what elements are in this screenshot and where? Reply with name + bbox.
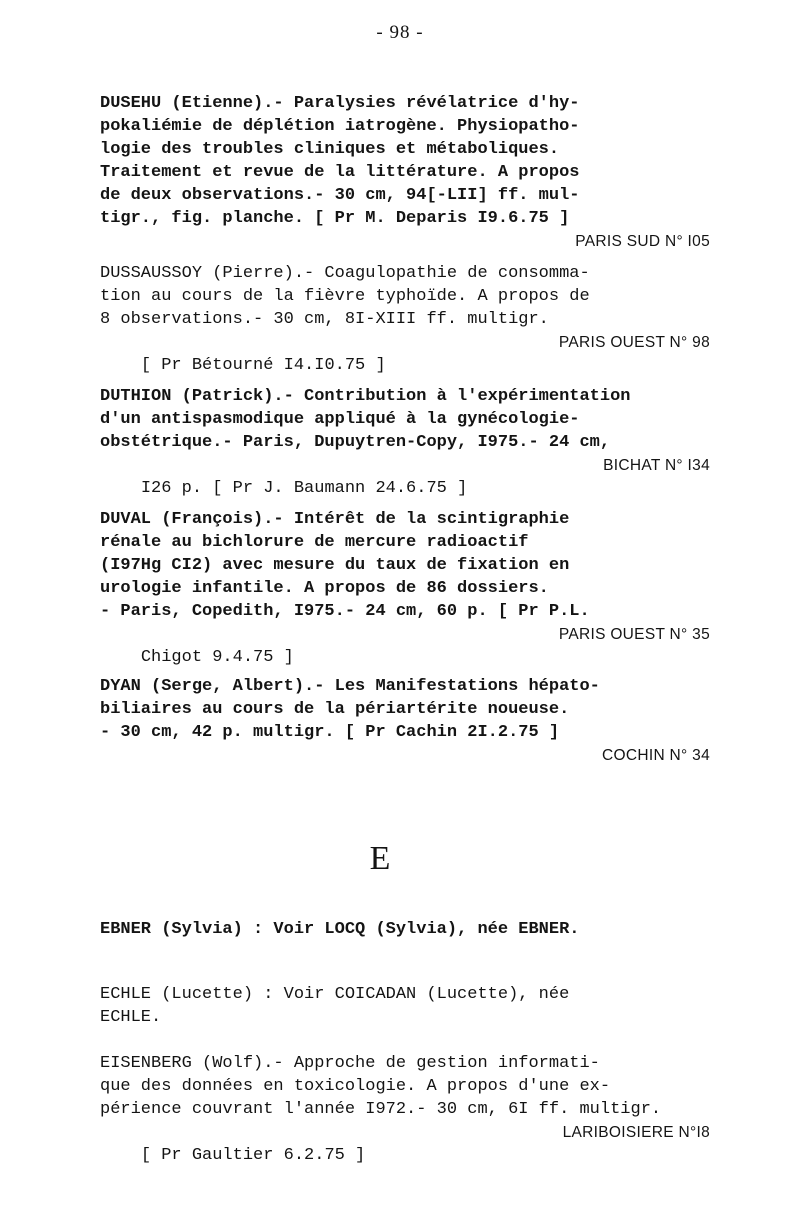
entry-reference: [ Pr Bétourné I4.I0.75 ] <box>140 356 386 375</box>
entry-line: ECHLE (Lucette) : Voir COICADAN (Lucette), née <box>100 985 570 1004</box>
entry-location-line <box>100 230 710 253</box>
entry-line: DUVAL (François).- Intérêt de la scintigraphie <box>100 510 570 529</box>
entry-line: biliaires au cours de la périartérite noueuse. <box>100 700 570 719</box>
entry-line: tion au cours de la fièvre typhoïde. A propos de <box>100 287 590 306</box>
entry-line: logie des troubles cliniques et métaboliques. <box>100 140 560 159</box>
bibliography-entry-dyan <box>100 675 710 767</box>
entry-line: obstétrique.- Paris, Dupuytren-Copy, I975.- 24 cm, <box>100 433 611 452</box>
entry-location-line <box>100 744 710 767</box>
bibliography-entry-duthion <box>100 385 710 498</box>
entry-line: - Paris, Copedith, I975.- 24 cm, 60 p. [ Pr P.L. <box>100 602 590 621</box>
entry-line: EBNER (Sylvia) : Voir LOCQ (Sylvia), née EBNER. <box>100 920 580 939</box>
entry-line: DUSSAUSSOY (Pierre).- Coagulopathie de consomma- <box>100 264 590 283</box>
entry-line: périence couvrant l'année I972.- 30 cm, 6I ff. multigr. <box>100 1100 662 1119</box>
entry-line: rénale au bichlorure de mercure radioactif <box>100 533 529 552</box>
bibliography-entry-ebner <box>100 918 710 941</box>
entry-faculty: LARIBOISIERE N°I8 <box>562 1124 710 1141</box>
entry-faculty: COCHIN N° 34 <box>602 747 710 764</box>
bibliography-entry-eisenberg <box>100 1052 710 1165</box>
entry-location-line <box>100 623 710 667</box>
entry-line: DUTHION (Patrick).- Contribution à l'expérimentation <box>100 387 631 406</box>
bibliography-entry-duval <box>100 508 710 667</box>
entry-line: de deux observations.- 30 cm, 94[-LII] ff. mul- <box>100 186 580 205</box>
section-heading-letter: E <box>369 840 391 877</box>
entry-faculty: PARIS OUEST N° 98 <box>558 334 710 351</box>
entry-line: (I97Hg CI2) avec mesure du taux de fixation en <box>100 556 570 575</box>
entry-line: EISENBERG (Wolf).- Approche de gestion informati- <box>100 1054 600 1073</box>
entry-faculty: PARIS SUD N° I05 <box>575 233 710 250</box>
entry-line: Traitement et revue de la littérature. A propos <box>100 163 580 182</box>
entry-line: DUSEHU (Etienne).- Paralysies révélatrice d'hy- <box>100 94 580 113</box>
entry-location-line <box>100 454 710 498</box>
entry-line: d'un antispasmodique appliqué à la gynécologie- <box>100 410 580 429</box>
entry-line: tigr., fig. planche. [ Pr M. Deparis I9.6.75 ] <box>100 209 570 228</box>
bibliography-entry-dussaussoy <box>100 262 710 375</box>
entry-location-line <box>100 1121 710 1165</box>
entry-line: que des données en toxicologie. A propos d'une ex- <box>100 1077 611 1096</box>
entry-reference: Chigot 9.4.75 ] <box>140 648 294 667</box>
entry-reference: [ Pr Gaultier 6.2.75 ] <box>140 1146 366 1165</box>
entry-faculty: PARIS OUEST N° 35 <box>558 626 710 643</box>
bibliography-entry-echle <box>100 983 710 1029</box>
entry-location-line <box>100 331 710 375</box>
entry-reference: I26 p. [ Pr J. Baumann 24.6.75 ] <box>140 479 468 498</box>
page-number: - 98 - <box>376 22 424 43</box>
bibliography-entry-dusehu <box>100 92 710 253</box>
entry-line: - 30 cm, 42 p. multigr. [ Pr Cachin 2I.2.75 ] <box>100 723 560 742</box>
entry-line: 8 observations.- 30 cm, 8I-XIII ff. multigr. <box>100 310 549 329</box>
entry-line: urologie infantile. A propos de 86 dossiers. <box>100 579 549 598</box>
entry-line: DYAN (Serge, Albert).- Les Manifestations hépato- <box>100 677 600 696</box>
entry-line: pokaliémie de déplétion iatrogène. Physiopatho- <box>100 117 580 136</box>
entry-faculty: BICHAT N° I34 <box>603 457 710 474</box>
entry-line: ECHLE. <box>100 1008 162 1027</box>
